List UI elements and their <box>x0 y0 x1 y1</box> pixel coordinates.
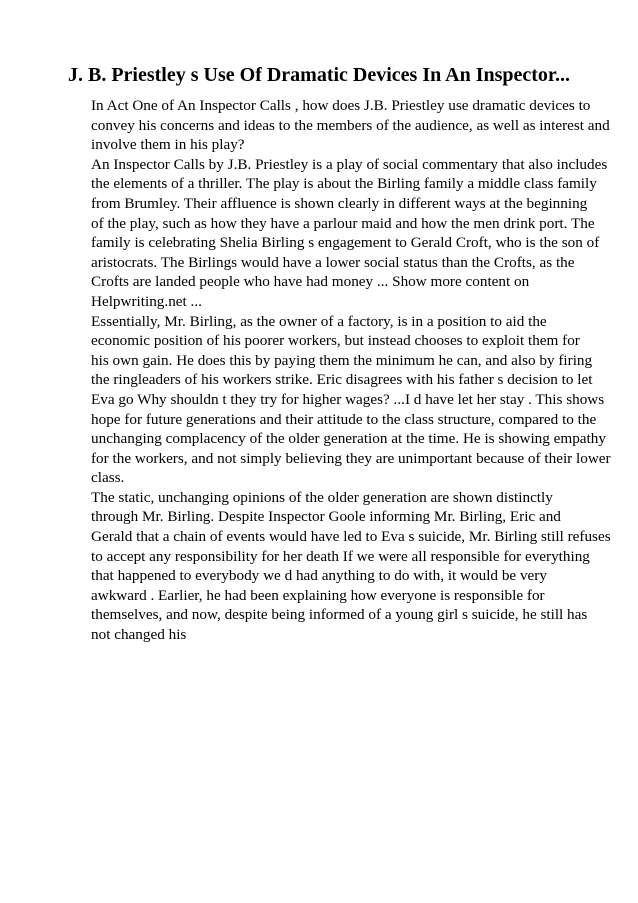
text-line: aristocrats. The Birlings would have a lower social status than the Crofts, as the <box>91 253 575 271</box>
document-title: J. B. Priestley s Use Of Dramatic Devices In An Inspector... <box>68 64 570 86</box>
text-line: economic position of his poorer workers, but instead chooses to exploit them for <box>91 332 580 350</box>
text-line: the elements of a thriller. The play is about the Birling family a middle class family <box>91 175 597 193</box>
text-line: family is celebrating Shelia Birling s engagement to Gerald Croft, who is the son of <box>91 234 600 252</box>
text-line: Essentially, Mr. Birling, as the owner of a factory, is in a position to aid the <box>91 312 547 330</box>
text-line: his own gain. He does this by paying them the minimum he can, and also by firing <box>91 351 593 369</box>
text-line: awkward . Earlier, he had been explaining how everyone is responsible for <box>91 586 545 604</box>
text-line: convey his concerns and ideas to the members of the audience, as well as interest and <box>91 116 610 134</box>
text-line: not changed his <box>91 626 187 644</box>
text-line: for the workers, and not simply believing they are unimportant because of their lower <box>91 449 611 467</box>
text-line: that happened to everybody we d had anything to do with, it would be very <box>91 567 547 585</box>
text-line: Eva go Why shouldn t they try for higher wages? ...I d have let her stay . This shows <box>91 390 605 408</box>
text-line: of the play, such as how they have a parlour maid and how the men drink port. The <box>91 214 595 232</box>
text-line: Gerald that a chain of events would have led to Eva s suicide, Mr. Birling still refuses <box>91 528 611 546</box>
text-line: the ringleaders of his workers strike. Eric disagrees with his father s decision to let <box>91 371 593 389</box>
text-line: The static, unchanging opinions of the older generation are shown distinctly <box>91 488 553 506</box>
text-line: An Inspector Calls by J.B. Priestley is a play of social commentary that also includes <box>91 155 608 173</box>
text-line: hope for future generations and their attitude to the class structure, compared to the <box>91 410 597 428</box>
text-line: Crofts are landed people who have had money ... Show more content on <box>91 273 530 291</box>
text-line: class. <box>91 469 125 487</box>
text-line: through Mr. Birling. Despite Inspector Goole informing Mr. Birling, Eric and <box>91 508 561 526</box>
text-line: from Brumley. Their affluence is shown clearly in different ways at the beginning <box>91 194 588 212</box>
text-line: involve them in his play? <box>91 136 245 154</box>
text-line: themselves, and now, despite being informed of a young girl s suicide, he still has <box>91 606 588 624</box>
text-line: In Act One of An Inspector Calls , how does J.B. Priestley use dramatic devices to <box>91 97 591 114</box>
text-line: Helpwriting.net ... <box>91 292 202 310</box>
text-line: to accept any responsibility for her death If we were all responsible for everything <box>91 547 590 565</box>
document-body <box>91 96 611 645</box>
text-line: unchanging complacency of the older generation at the time. He is showing empathy <box>91 430 606 448</box>
